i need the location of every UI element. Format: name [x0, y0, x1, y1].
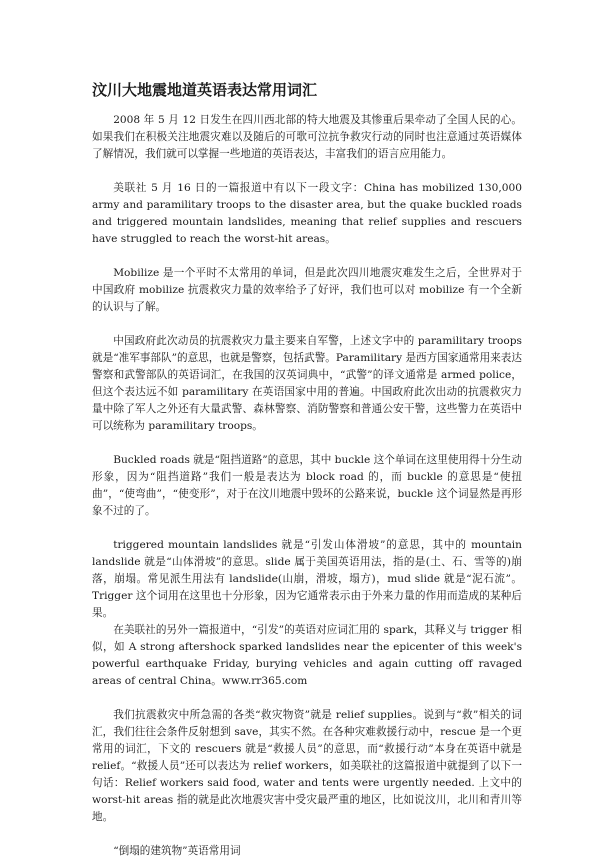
document-page — [92, 80, 522, 860]
paragraph-intro: 2008 年 5 月 12 日发生在四川西北部的特大地震及其惨重后果牵动了全国人民的心。如果我们在积极关注地震灾难以及随后的可歌可泣抗争救灾行动的同时也注意通过英语媒体了解情况，我们就可以掌握一些地道的英语表达，丰富我们的语言应用能力。 — [92, 114, 522, 160]
paragraph-spark: 在美联社的另外一篇报道中，“引发”的英语对应词汇用的 spark，其释义与 trigger 相似，如 A strong aftershock sparked landslides near the epicenter of this week's powerful earthquake Friday, burying vehicles and again cutting off ravaged areas of central China。www.rr365.com — [92, 624, 522, 687]
paragraph-landslides: triggered mountain landslides 就是“引发山体滑坡”的意思，其中的 mountain landslide 就是“山体滑坡”的意思。slide 属于美国英语用法，指的是(土、石、雪等的)崩落，崩塌。常见派生用法有 landslide(山崩，滑坡，塌方)，mud slide 就是“泥石流”。Trigger 这个词用在这里也十分形象，因为它通常表示由于外来力量的作用而造成的某种后果。 — [92, 539, 522, 619]
paragraph-relief: 我们抗震救灾中所急需的各类“救灾物资”就是 relief supplies。说到与“救”相关的词汇，我们往往会条件反射想到 save，其实不然。在各种灾难救援行动中，rescue 是一个更常用的词汇，下文的 rescuers 就是“救援人员”的意思，而“救援行动”本身在英语中就是 relief。“救援人员”还可以表达为 relief workers，如美联社的这篇报道中就提到了以下一句话：Relief workers said food, water and tents were urgently needed. 上文中的 worst-hit areas 指的就是此次地震灾害中受灾最严重的地区，比如说汶川，北川和青川等地。 — [92, 709, 522, 823]
paragraph-mobilize: Mobilize 是一个平时不太常用的单词，但是此次四川地震灾难发生之后，全世界对于中国政府 mobilize 抗震救灾力量的效率给予了好评，我们也可以对 mobilize 有一个全新的认识与了解。 — [92, 267, 522, 313]
paragraph-paramilitary: 中国政府此次动员的抗震救灾力量主要来自军警，上述文字中的 paramilitary troops 就是“准军事部队”的意思，也就是警察，包括武警。Paramilitary 是西方国家通常用来表达警察和武警部队的英语词汇，在我国的汉英词典中，“武警”的译文通常是 armed police，但这个表达远不如 paramilitary 在英语国家中用的普遍。中国政府此次出动的抗震救灾力量中除了军人之外还有大量武警、森林警察、消防警察和普通公安干警，这些警力在英语中可以统称为 paramilitary troops。 — [92, 335, 522, 432]
document-title: 汶川大地震地道英语表达常用词汇 — [92, 81, 318, 99]
paragraph-collapsed-buildings: “倒塌的建筑物”英语常用词 — [113, 845, 241, 857]
paragraph-buckled-roads: Buckled roads 就是“阻挡道路”的意思，其中 buckle 这个单词在这里使用得十分生动形象，因为“阻挡道路”我们一般是表达为 block road 的，而 buckle 的意思是“使扭曲”，“使弯曲”，“使变形”，对于在汶川地震中毁坏的公路来说，buckle 这个词显然是再形象不过的了。 — [92, 454, 522, 517]
paragraph-ap-quote: 美联社 5 月 16 日的一篇报道中有以下一段文字：China has mobilized 130,000 army and paramilitary troops to the disaster area, but the quake buckled roads and triggered mountain landslides, meaning that relief supplies and rescuers have struggled to reach the worst-hit areas。 — [92, 182, 522, 245]
